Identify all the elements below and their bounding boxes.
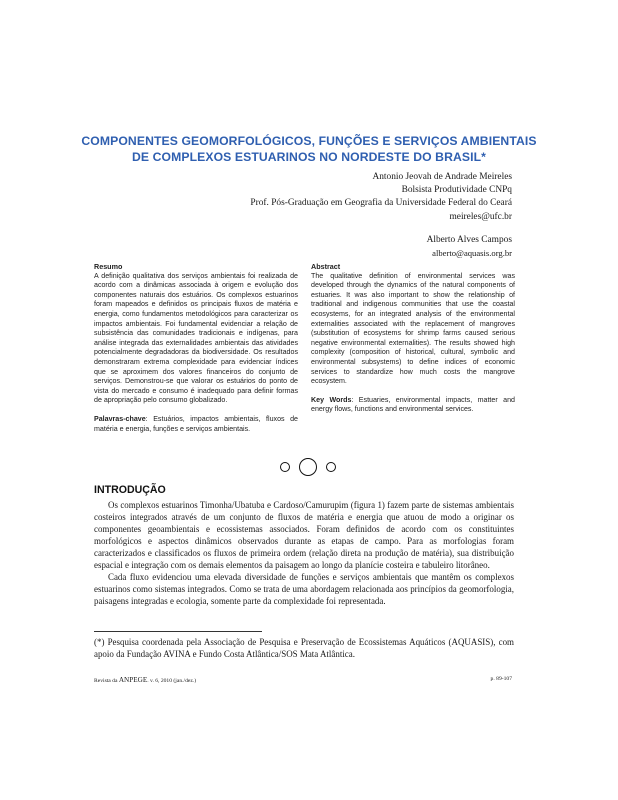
abstract-text: The qualitative definition of environmental services was developed through the dynamics of the natural components of estuaries. It was also important to show the relationship of traditional and indigenous communities that use the coastal ecosystems, for an integrated analysis of the environmental externalities associated with the replacement of mangroves (substitution of ecosystems for shrimp farms caused serious negative environmental externalities). The results showed high complexity (composition of historical, cultural, symbolic and environmental subsystems) to define indices of economic services to standardize how much costs the mangrove ecosystem. <box>311 271 515 386</box>
abstract-heading: Abstract <box>311 262 341 271</box>
author-role: Bolsista Produtividade CNPq <box>401 185 512 196</box>
page-range: p. 89-107 <box>490 676 512 682</box>
keywords-label: Palavras-chave <box>94 414 146 423</box>
footnote: (*) Pesquisa coordenada pela Associação de Pesquisa e Preservação de Ecossistemas Aquáticos (AQUASIS), com apoio da Fundação AVINA e Fundo Costa Atlântica/SOS Mata Atlântica. <box>94 637 514 660</box>
title-line-2: DE COMPLEXOS ESTUARINOS NO NORDESTE DO BRASIL* <box>131 149 486 164</box>
resumo-heading: Resumo <box>94 262 123 271</box>
author-block-1 <box>250 171 512 224</box>
abstract-column <box>311 262 515 415</box>
author-name: Antonio Jeovah de Andrade Meireles <box>372 172 512 182</box>
keywords-text: : Estuários, impactos ambientais, fluxos de matéria e energia, funções e serviços ambientais. <box>94 414 298 433</box>
large-circle-icon <box>299 458 317 476</box>
keywords-label: Key Words <box>311 395 352 404</box>
introduction-body <box>94 499 514 607</box>
resumo-keywords <box>94 415 298 434</box>
small-circle-icon <box>326 462 336 472</box>
section-divider-ornament <box>280 458 340 476</box>
journal-name: ANPEGE <box>118 676 148 684</box>
journal-prefix: Revista da <box>94 678 119 684</box>
small-circle-icon <box>280 462 290 472</box>
author-block-2 <box>427 234 512 260</box>
author-name: Alberto Alves Campos <box>426 235 512 245</box>
section-heading: INTRODUÇÃO <box>94 484 166 496</box>
author-email[interactable]: alberto@aquasis.org.br <box>432 248 512 259</box>
author-email[interactable]: meireles@ufc.br <box>449 211 512 222</box>
resumo-column <box>94 262 298 434</box>
footnote-rule <box>94 631 262 632</box>
paper-title <box>60 134 558 165</box>
abstract-keywords <box>311 396 515 415</box>
keywords-text: : Estuaries, environmental impacts, matter and energy flows, functions and environmental services. <box>311 395 515 414</box>
author-affiliation: Prof. Pós-Graduação em Geografia da Universidade Federal do Ceará <box>250 198 512 209</box>
journal-volume: . v. 6, 2010 (jan./dez.) <box>147 678 197 684</box>
paragraph: Os complexos estuarinos Timonha/Ubatuba e Cardoso/Camurupim (figura 1) fazem parte de sistemas ambientais costeiros integrados através de um conjunto de fluxos de matéria e energia que atuou de modo a originar os componentes geoambientais e ecossistemas associados. Foram definidos de acordo com os constituintes morfológicos e aspectos dinâmicos observados durante as etapas de campo. Para as morfologias foram caracterizados e classificados os fluxos de primeira ordem (relação direta na produção de matéria), sua distribuição espacial e integração com os demais elementos da paisagem ao longo da planície costeira e tabuleiro litorâneo. <box>94 500 514 571</box>
resumo-text: A definição qualitativa dos serviços ambientais foi realizada de acordo com a dinâmicas associada à origem e evolução dos componentes naturais dos estuários. Os complexos estuarinos foram mapeados e definidos os principais fluxos de matéria e energia, como fundamentos metodológicos para caracterizar os impactos ambientais. Foi fundamental evidenciar a relação de subsistência das comunidades tradicionais e indígenas, para análise integrada das externalidades ambientais das atividades potencialmente degradadoras da biodiversidade. Os resultados demonstraram extrema complexidade para evidenciar índices que se aproximem dos valores financeiros do conjunto de serviços. Demonstrou-se que valorar os estuários do ponto de vista do mercado e consumo é inadequado para definir formas de apropriação pelo consumo globalizado. <box>94 271 298 405</box>
paragraph: Cada fluxo evidenciou uma elevada diversidade de funções e serviços ambientais que mantêm os complexos estuarinos como sistemas integrados. Como se trata de uma abordagem relacionada aos princípios da geomorfologia, paisagens integradas e ecologia, somente parte da complexidade foi representada. <box>94 572 514 607</box>
title-line-1: COMPONENTES GEOMORFOLÓGICOS, FUNÇÕES E SERVIÇOS AMBIENTAIS <box>81 134 537 148</box>
journal-footer <box>94 676 196 684</box>
